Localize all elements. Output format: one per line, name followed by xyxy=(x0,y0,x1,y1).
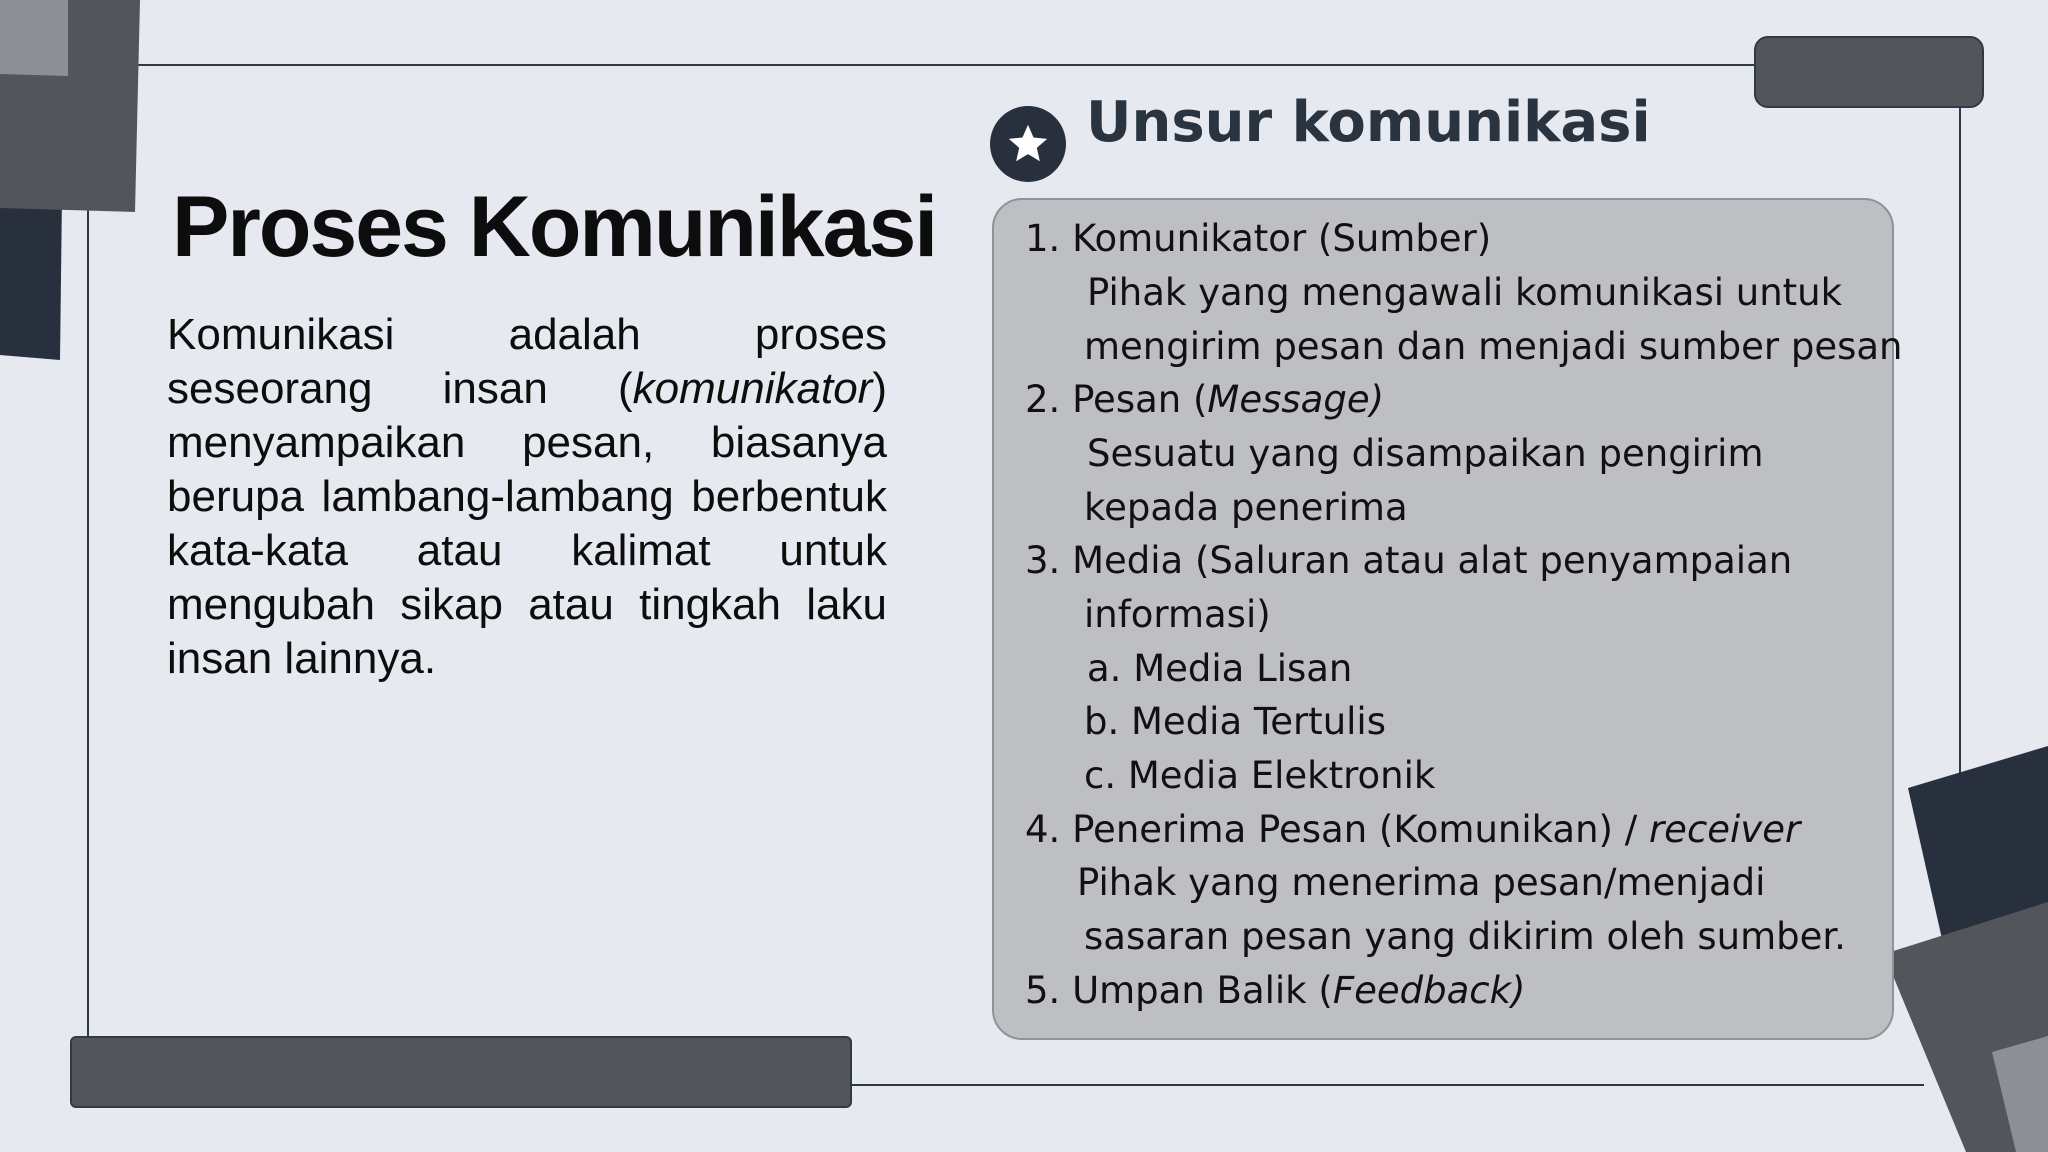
list-item-4-heading xyxy=(1025,808,1800,852)
list-item-3-sub-a: a. Media Lisan xyxy=(1087,647,1353,690)
list-item-2-heading xyxy=(1025,378,1384,422)
bottom-right-corner-shapes xyxy=(1880,740,2048,1152)
list-item-3-heading: 3. Media (Saluran atau alat penyampaian xyxy=(1025,539,1793,582)
definition-part-1: Komunikasi adalah proses seseorang insan ( xyxy=(167,310,887,413)
star-badge xyxy=(990,106,1066,182)
definition-paragraph xyxy=(167,308,887,686)
list-item-5-text: 5. Umpan Balik ( xyxy=(1025,969,1333,1012)
top-left-corner-shapes xyxy=(0,0,150,370)
section-subtitle: Unsur komunikasi xyxy=(1086,90,1651,155)
list-item-4-text: 4. Penerima Pesan (Komunikan) / xyxy=(1025,808,1649,851)
slide-title: Proses Komunikasi xyxy=(172,179,937,275)
list-item-3-sub-c: c. Media Elektronik xyxy=(1084,754,1436,797)
list-item-1-desc-a: Pihak yang mengawali komunikasi untuk xyxy=(1087,271,1843,314)
list-item-4-desc-a: Pihak yang menerima pesan/menjadi xyxy=(1077,861,1766,904)
frame-top-line xyxy=(138,64,1758,66)
list-item-1-desc-b: mengirim pesan dan menjadi sumber pesan xyxy=(1084,325,1903,368)
list-item-5-italic: Feedback) xyxy=(1332,969,1526,1012)
list-item-4-desc-b: sasaran pesan yang dikirim oleh sumber. xyxy=(1084,915,1846,958)
definition-part-2: ) menyampaikan pesan, biasanya berupa lambang-lambang berbentuk kata-kata atau kalimat untuk mengubah sikap atau tingkah laku insan lainnya. xyxy=(167,364,887,683)
definition-italic-term: komunikator xyxy=(632,364,873,413)
list-item-5-heading xyxy=(1025,969,1525,1013)
frame-bottom-line xyxy=(848,1084,1924,1086)
list-item-2-desc-a: Sesuatu yang disampaikan pengirim xyxy=(1087,432,1764,475)
list-item-1-heading: 1. Komunikator (Sumber) xyxy=(1025,217,1492,260)
list-item-2-italic: Message) xyxy=(1207,378,1385,421)
list-item-3-sub-b: b. Media Tertulis xyxy=(1084,700,1386,743)
list-item-4-italic: receiver xyxy=(1648,808,1801,851)
star-icon xyxy=(1005,121,1051,167)
top-right-tab xyxy=(1754,36,1984,108)
frame-right-line xyxy=(1959,100,1961,780)
bottom-left-bar xyxy=(70,1036,852,1108)
list-item-3-heading-cont: informasi) xyxy=(1084,593,1271,636)
list-item-2-text: 2. Pesan ( xyxy=(1025,378,1208,421)
list-item-2-desc-b: kepada penerima xyxy=(1084,486,1408,529)
